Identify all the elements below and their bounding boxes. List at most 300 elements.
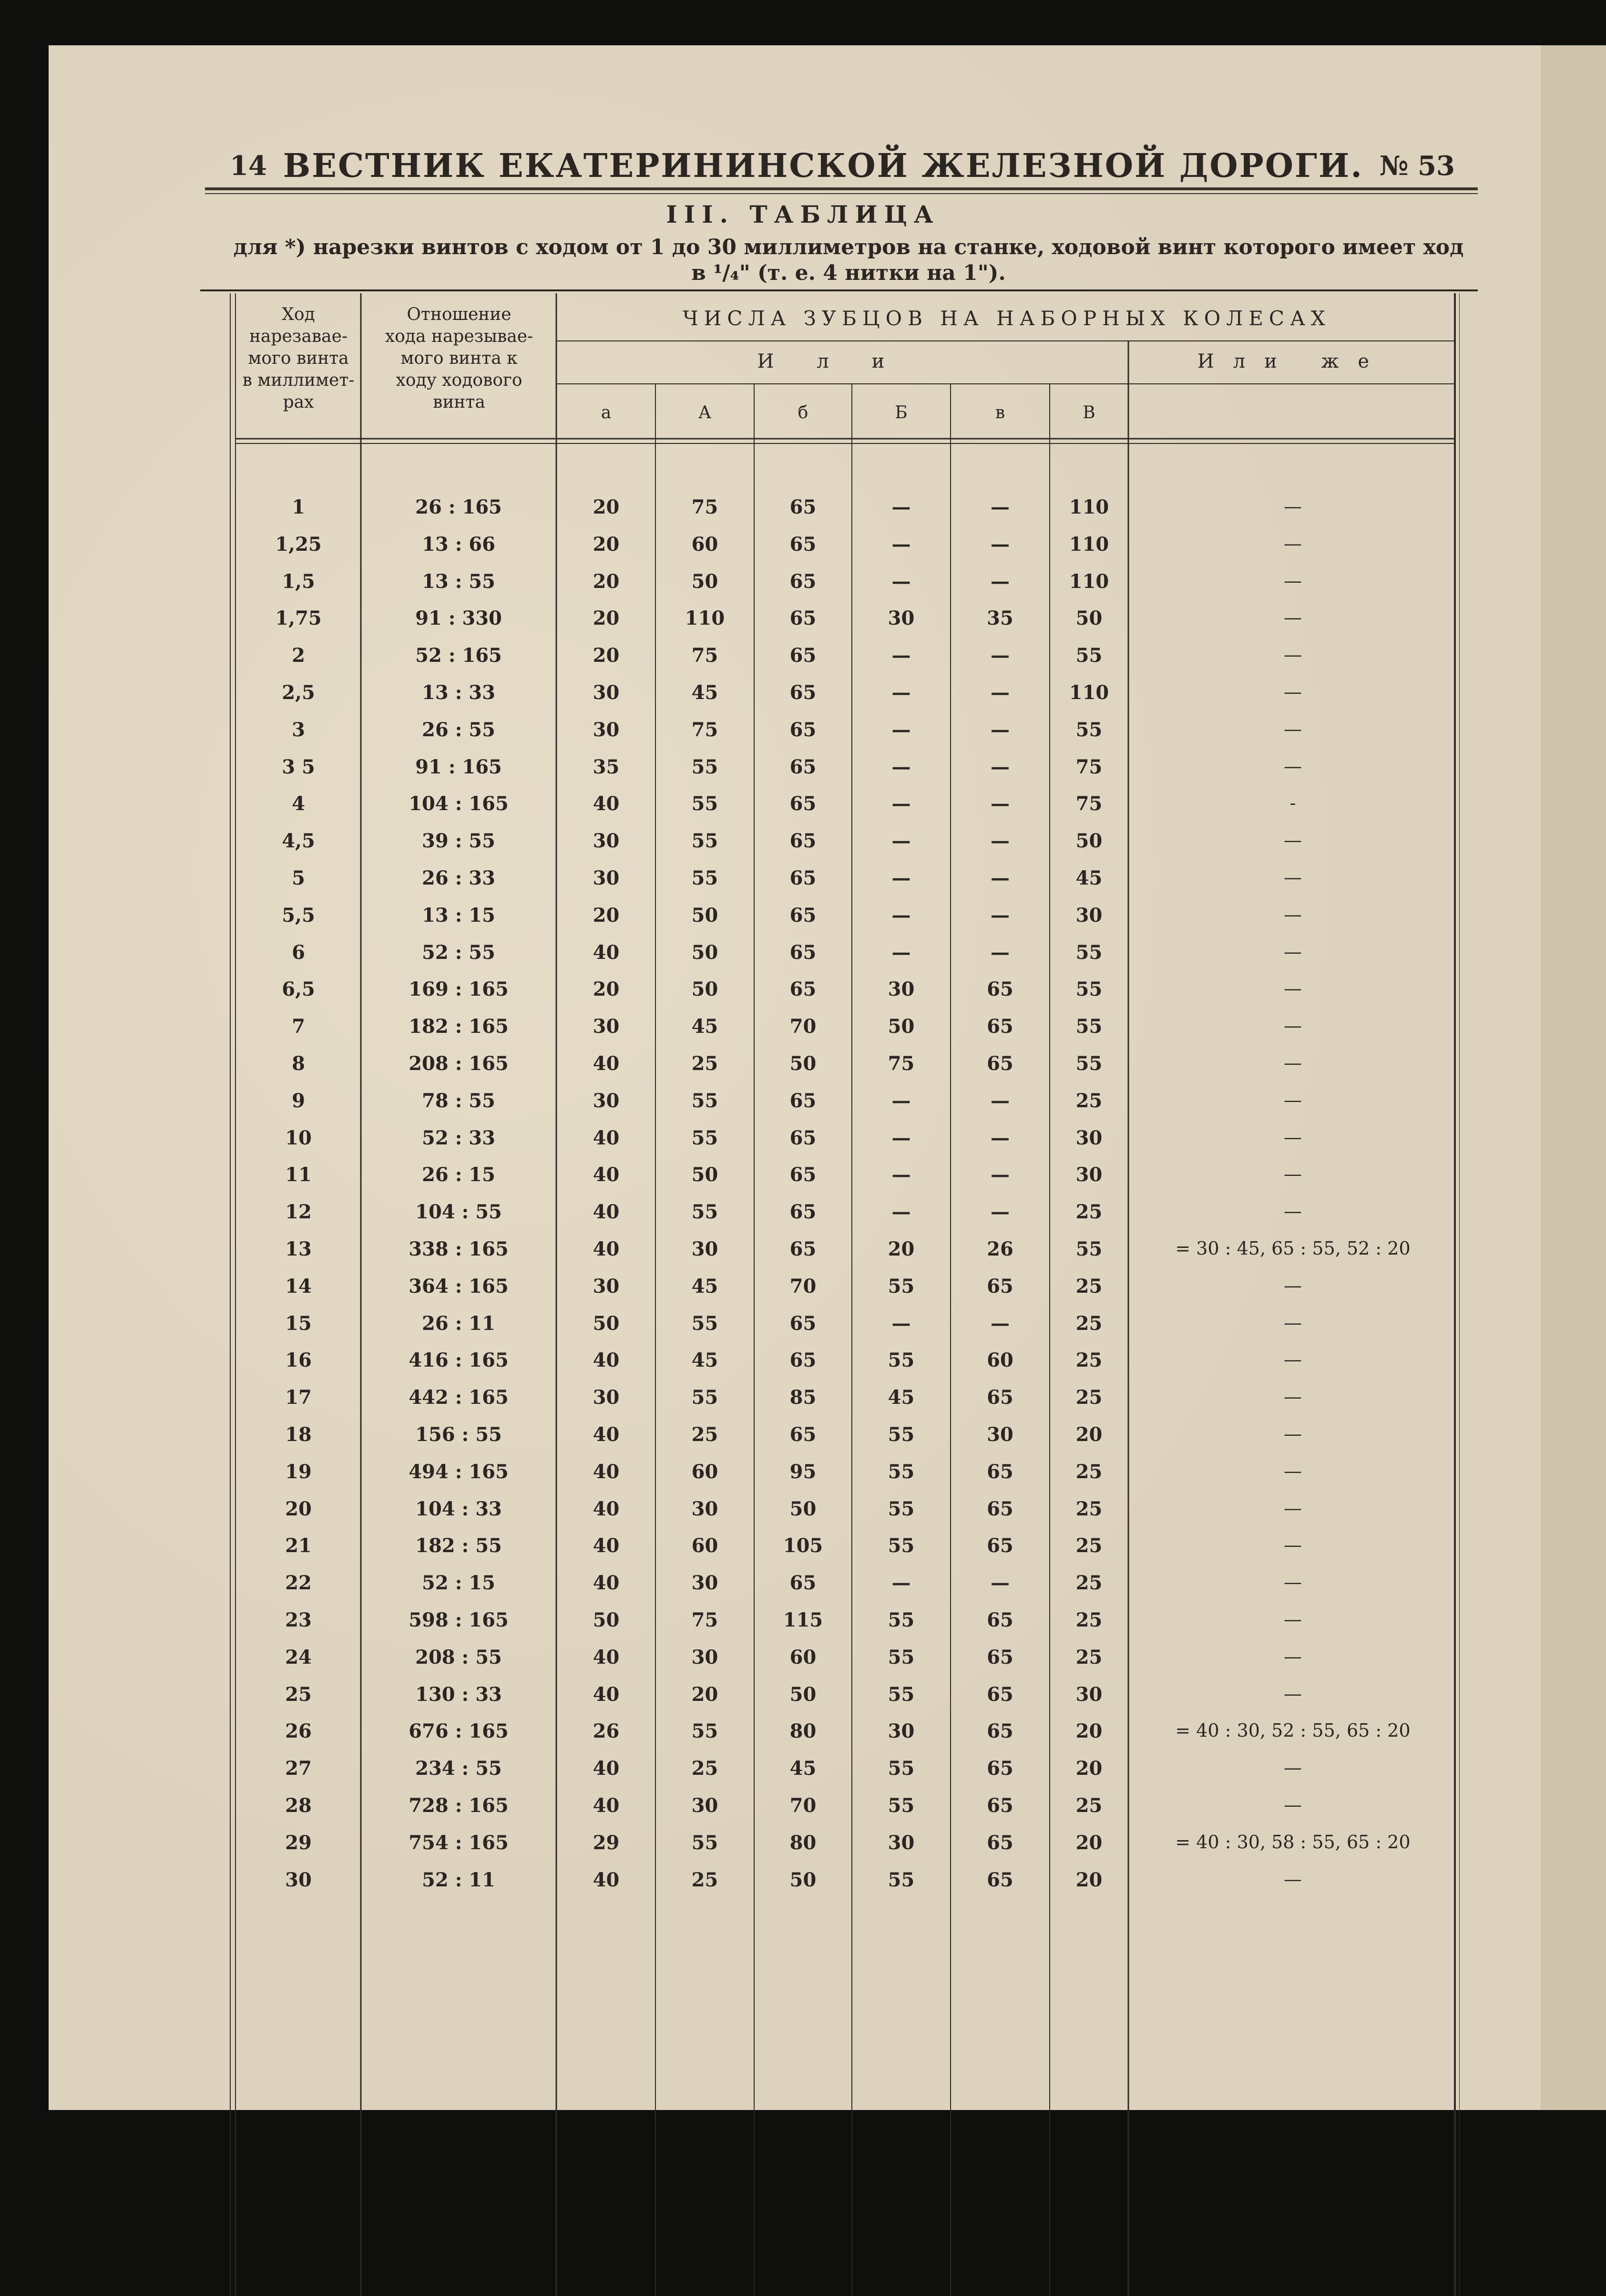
table-cell-pitch: 19: [285, 1460, 312, 1483]
table-cell-V: 25: [1075, 1497, 1103, 1520]
table-cell-B: 55: [888, 1609, 915, 1631]
table-cell-a: 30: [593, 1386, 620, 1409]
table-cell-v: 65: [987, 1460, 1013, 1483]
table-cell-v: 65: [987, 1720, 1013, 1743]
table-cell-A: 50: [691, 570, 718, 593]
table-cell-v: —: [991, 533, 1010, 556]
table-cell-ratio: 13 : 66: [422, 533, 495, 556]
table-cell-a: 40: [593, 1201, 620, 1224]
table-cell-ratio: 494 : 165: [409, 1460, 509, 1483]
table-cell-A: 50: [691, 1163, 718, 1186]
table-cell-V: 55: [1075, 1015, 1103, 1038]
table-cell-b: 65: [789, 1163, 817, 1186]
table-cell-pitch: 5,5: [282, 904, 315, 927]
table-cell-A: 55: [691, 1831, 718, 1854]
table-cell-V: 25: [1075, 1201, 1103, 1224]
table-cell-alt: —: [1284, 755, 1302, 777]
header-text: ходу ходового: [396, 371, 522, 390]
table-cell-A: 30: [691, 1794, 718, 1817]
table-cell-V: 55: [1075, 644, 1103, 667]
table-cell-pitch: 29: [285, 1831, 312, 1854]
table-cell-V: 30: [1075, 1126, 1103, 1149]
table-cell-A: 45: [691, 681, 718, 704]
table-cell-v: 65: [987, 1275, 1013, 1297]
page-header: [230, 148, 1455, 184]
table-cell-A: 55: [691, 1201, 718, 1224]
table-cell-pitch: 2,5: [282, 681, 315, 704]
table-cell-b: 80: [789, 1831, 817, 1854]
table-cell-v: —: [991, 941, 1010, 964]
table-cell-b: 65: [789, 681, 817, 704]
table-cell-v: 65: [987, 978, 1013, 1001]
table-cell-B: 55: [888, 1349, 915, 1372]
table-cell-ratio: 78 : 55: [422, 1089, 495, 1112]
table-cell-V: 25: [1075, 1794, 1103, 1817]
table-cell-b: 80: [789, 1720, 817, 1743]
table-cell-a: 20: [593, 978, 620, 1001]
table-cell-A: 55: [691, 830, 718, 853]
table-cell-ratio: 676 : 165: [409, 1720, 509, 1743]
table-cell-B: 55: [888, 1423, 915, 1446]
table-cell-b: 65: [789, 1089, 817, 1112]
pitch-column-header: [237, 304, 360, 413]
table-cell-alt: —: [1284, 941, 1302, 962]
table-cell-V: 25: [1075, 1349, 1103, 1372]
table-cell-A: 110: [685, 607, 725, 630]
table-cell-pitch: 25: [285, 1683, 312, 1706]
table-cell-pitch: 5: [292, 867, 305, 889]
table-cell-alt: —: [1284, 1386, 1302, 1408]
table-cell-pitch: 2: [292, 644, 305, 667]
table-cell-ratio: 208 : 165: [409, 1052, 509, 1075]
table-cell-a: 40: [593, 1238, 620, 1260]
table-cell-V: 55: [1075, 978, 1103, 1001]
table-cell-alt: —: [1284, 681, 1302, 702]
table-cell-B: —: [891, 867, 911, 889]
table-cell-ratio: 598 : 165: [409, 1609, 509, 1631]
table-cell-B: —: [891, 1572, 911, 1595]
table-cell-b: 65: [789, 1423, 817, 1446]
table-cell-a: 40: [593, 1052, 620, 1075]
table-cell-pitch: 15: [285, 1312, 312, 1335]
table-cell-B: 30: [888, 1720, 915, 1743]
table-cell-B: 55: [888, 1460, 915, 1483]
table-cell-B: 30: [888, 1831, 915, 1854]
table-cell-B: 55: [888, 1794, 915, 1817]
table-cell-V: 25: [1075, 1460, 1103, 1483]
header-text: хода нарезывае-: [385, 327, 533, 346]
table-cell-a: 30: [593, 681, 620, 704]
table-cell-ratio: 52 : 165: [415, 644, 502, 667]
table-cell-alt: —: [1284, 1163, 1302, 1185]
header-rule-thin: [205, 193, 1478, 194]
table-cell-ratio: 416 : 165: [409, 1349, 509, 1372]
table-cell-a: 20: [593, 570, 620, 593]
table-cell-alt: —: [1284, 607, 1302, 628]
table-cell-a: 50: [593, 1312, 620, 1335]
table-cell-B: 55: [888, 1683, 915, 1706]
table-cell-B: 45: [888, 1386, 915, 1409]
table-cell-A: 75: [691, 718, 718, 741]
header-text: Ход: [282, 305, 315, 324]
subtitle-line-2: в ¹/₄" (т. е. 4 нитки на 1").: [691, 261, 1006, 285]
table-cell-V: 30: [1075, 1683, 1103, 1706]
table-cell-b: 95: [789, 1460, 817, 1483]
table-cell-b: 65: [789, 1126, 817, 1149]
table-cell-V: 25: [1075, 1089, 1103, 1112]
table-cell-a: 40: [593, 1757, 620, 1780]
table-cell-ratio: 754 : 165: [409, 1831, 509, 1854]
table-cell-A: 60: [691, 533, 718, 556]
table-cell-A: 30: [691, 1238, 718, 1260]
gear-label-v: в: [995, 403, 1005, 422]
table-cell-A: 50: [691, 978, 718, 1001]
table-cell-v: —: [991, 681, 1010, 704]
table-cell-b: 65: [789, 1238, 817, 1260]
table-cell-b: 65: [789, 867, 817, 889]
table-cell-ratio: 130 : 33: [415, 1683, 502, 1706]
table-cell-a: 29: [593, 1831, 620, 1854]
table-cell-alt: —: [1284, 1794, 1302, 1815]
table-cell-V: 25: [1075, 1275, 1103, 1297]
table-cell-a: 40: [593, 1460, 620, 1483]
table-cell-v: —: [991, 570, 1010, 593]
table-cell-a: 40: [593, 1163, 620, 1186]
table-cell-ratio: 26 : 165: [415, 496, 502, 518]
table-cell-ratio: 104 : 33: [415, 1497, 502, 1520]
table-cell-B: —: [891, 533, 911, 556]
table-cell-a: 20: [593, 607, 620, 630]
header-text: Отношение: [407, 305, 511, 324]
table-cell-b: 105: [783, 1534, 823, 1557]
table-cell-pitch: 6,5: [282, 978, 315, 1001]
table-cell-ratio: 338 : 165: [409, 1238, 509, 1260]
table-cell-V: 50: [1075, 830, 1103, 853]
table-cell-a: 40: [593, 1497, 620, 1520]
header-text: нарезавае-: [249, 327, 348, 346]
table-cell-B: 55: [888, 1275, 915, 1297]
table-cell-V: 55: [1075, 718, 1103, 741]
table-cell-A: 45: [691, 1349, 718, 1372]
table-cell-V: 110: [1069, 570, 1109, 593]
table-cell-v: 65: [987, 1757, 1013, 1780]
table-cell-v: 65: [987, 1497, 1013, 1520]
table-cell-pitch: 10: [285, 1126, 312, 1149]
table-cell-alt: = 40 : 30, 58 : 55, 65 : 20: [1175, 1831, 1411, 1853]
table-cell-v: —: [991, 644, 1010, 667]
table-cell-V: 20: [1075, 1720, 1103, 1743]
table-cell-a: 20: [593, 533, 620, 556]
table-cell-ratio: 104 : 165: [409, 793, 509, 815]
gear-label-a: а: [601, 403, 612, 422]
table-cell-v: —: [991, 1572, 1010, 1595]
table-cell-pitch: 26: [285, 1720, 312, 1743]
table-cell-ratio: 52 : 15: [422, 1572, 495, 1595]
table-cell-b: 60: [789, 1646, 817, 1668]
table-cell-pitch: 16: [285, 1349, 312, 1372]
table-cell-v: 65: [987, 1831, 1013, 1854]
table-cell-B: —: [891, 1163, 911, 1186]
table-cell-alt: —: [1284, 570, 1302, 591]
table-cell-v: 65: [987, 1052, 1013, 1075]
table-cell-alt: —: [1284, 644, 1302, 666]
table-subtitle: [219, 235, 1478, 286]
table-cell-pitch: 4,5: [282, 830, 315, 853]
header-text: винта: [433, 392, 485, 412]
table-cell-a: 40: [593, 1646, 620, 1668]
table-cell-b: 65: [789, 830, 817, 853]
table-cell-b: 65: [789, 1201, 817, 1224]
gear-table: [230, 293, 1460, 2296]
issue-number: № 53: [1379, 150, 1455, 182]
table-cell-a: 30: [593, 1089, 620, 1112]
table-cell-A: 55: [691, 1312, 718, 1335]
table-cell-A: 50: [691, 941, 718, 964]
table-cell-V: 110: [1069, 496, 1109, 518]
table-cell-alt: —: [1284, 1572, 1302, 1593]
table-cell-V: 50: [1075, 607, 1103, 630]
table-cell-pitch: 7: [292, 1015, 305, 1038]
table-cell-ratio: 26 : 55: [422, 718, 495, 741]
table-cell-A: 45: [691, 1015, 718, 1038]
table-cell-v: 65: [987, 1794, 1013, 1817]
table-cell-v: 65: [987, 1534, 1013, 1557]
header-text: в миллимет-: [242, 371, 355, 390]
table-cell-A: 60: [691, 1534, 718, 1557]
table-cell-alt: —: [1284, 1868, 1302, 1890]
table-cell-v: 65: [987, 1386, 1013, 1409]
table-cell-b: 65: [789, 941, 817, 964]
table-cell-alt: —: [1284, 1312, 1302, 1333]
table-cell-v: —: [991, 793, 1010, 815]
header-text: мого винта к: [400, 349, 518, 368]
table-cell-v: 60: [987, 1349, 1013, 1372]
table-cell-A: 25: [691, 1757, 718, 1780]
table-cell-A: 45: [691, 1275, 718, 1297]
table-cell-a: 20: [593, 904, 620, 927]
table-cell-B: —: [891, 1312, 911, 1335]
table-cell-ratio: 104 : 55: [415, 1201, 502, 1224]
table-cell-a: 40: [593, 1423, 620, 1446]
header-text: мого винта: [248, 349, 349, 368]
table-cell-a: 40: [593, 1794, 620, 1817]
table-cell-ratio: 26 : 33: [422, 867, 495, 889]
table-cell-pitch: 22: [285, 1572, 312, 1595]
table-cell-A: 75: [691, 496, 718, 518]
table-cell-v: —: [991, 904, 1010, 927]
table-cell-v: 65: [987, 1683, 1013, 1706]
table-cell-a: 40: [593, 1683, 620, 1706]
table-cell-V: 20: [1075, 1423, 1103, 1446]
gears-header: ЧИСЛА ЗУБЦОВ НА НАБОРНЫХ КОЛЕСАХ: [683, 307, 1331, 330]
table-cell-A: 55: [691, 867, 718, 889]
table-cell-alt: —: [1284, 1534, 1302, 1556]
table-cell-b: 65: [789, 1312, 817, 1335]
table-cell-B: 30: [888, 607, 915, 630]
or-also-header: Или же: [1197, 350, 1389, 372]
table-cell-V: 20: [1075, 1757, 1103, 1780]
table-cell-v: —: [991, 1201, 1010, 1224]
table-cell-ratio: 442 : 165: [409, 1386, 509, 1409]
table-cell-b: 65: [789, 570, 817, 593]
table-cell-alt: —: [1284, 496, 1302, 517]
table-cell-b: 65: [789, 607, 817, 630]
table-cell-B: —: [891, 570, 911, 593]
table-cell-B: 55: [888, 1868, 915, 1891]
table-cell-V: 45: [1075, 867, 1103, 889]
table-cell-V: 110: [1069, 681, 1109, 704]
table-cell-V: 25: [1075, 1609, 1103, 1631]
table-cell-ratio: 728 : 165: [409, 1794, 509, 1817]
table-cell-A: 55: [691, 1089, 718, 1112]
table-cell-ratio: 13 : 33: [422, 681, 495, 704]
table-cell-B: —: [891, 904, 911, 927]
table-cell-b: 70: [789, 1015, 817, 1038]
table-cell-v: 35: [987, 607, 1013, 630]
table-cell-V: 20: [1075, 1868, 1103, 1891]
table-cell-V: 75: [1075, 755, 1103, 778]
table-cell-B: 55: [888, 1497, 915, 1520]
table-cell-alt: = 40 : 30, 52 : 55, 65 : 20: [1175, 1720, 1411, 1741]
header-rule: [205, 187, 1478, 190]
table-cell-v: —: [991, 718, 1010, 741]
table-cell-b: 70: [789, 1275, 817, 1297]
table-cell-alt: —: [1284, 1275, 1302, 1296]
table-cell-A: 25: [691, 1052, 718, 1075]
table-cell-A: 20: [691, 1683, 718, 1706]
table-cell-pitch: 28: [285, 1794, 312, 1817]
table-cell-alt: —: [1284, 1609, 1302, 1630]
table-cell-ratio: 26 : 11: [422, 1312, 495, 1335]
table-cell-ratio: 208 : 55: [415, 1646, 502, 1668]
table-cell-v: —: [991, 1126, 1010, 1149]
table-cell-b: 65: [789, 793, 817, 815]
table-cell-B: —: [891, 1201, 911, 1224]
or-header: Или: [757, 350, 928, 372]
table-cell-v: —: [991, 1089, 1010, 1112]
table-cell-a: 40: [593, 1868, 620, 1891]
subtitle-line-1: для *) нарезки винтов с ходом от 1 до 30 миллиметров на станке, ходовой винт которого имеет ход: [233, 235, 1464, 259]
table-cell-B: —: [891, 830, 911, 853]
table-cell-v: —: [991, 830, 1010, 853]
table-cell-B: 20: [888, 1238, 915, 1260]
table-cell-V: 55: [1075, 1238, 1103, 1260]
table-cell-a: 40: [593, 1534, 620, 1557]
table-cell-pitch: 1,75: [275, 607, 322, 630]
table-cell-v: 26: [987, 1238, 1013, 1260]
table-cell-a: 30: [593, 867, 620, 889]
table-cell-a: 20: [593, 644, 620, 667]
table-cell-b: 50: [789, 1497, 817, 1520]
table-cell-b: 65: [789, 755, 817, 778]
table-cell-B: 75: [888, 1052, 915, 1075]
table-cell-ratio: 91 : 165: [415, 755, 502, 778]
table-cell-ratio: 364 : 165: [409, 1275, 509, 1297]
table-cell-ratio: 234 : 55: [415, 1757, 502, 1780]
page-number: 14: [230, 150, 267, 182]
table-cell-a: 26: [593, 1720, 620, 1743]
table-cell-b: 45: [789, 1757, 817, 1780]
table-cell-alt: —: [1284, 1089, 1302, 1111]
table-cell-B: —: [891, 496, 911, 518]
table-cell-alt: —: [1284, 1015, 1302, 1037]
table-cell-ratio: 13 : 15: [422, 904, 495, 927]
table-cell-V: 75: [1075, 793, 1103, 815]
table-cell-ratio: 26 : 15: [422, 1163, 495, 1186]
table-cell-A: 30: [691, 1497, 718, 1520]
table-cell-A: 30: [691, 1646, 718, 1668]
table-cell-a: 30: [593, 1275, 620, 1297]
table-cell-A: 55: [691, 755, 718, 778]
table-cell-pitch: 1: [292, 496, 305, 518]
table-cell-ratio: 91 : 330: [415, 607, 502, 630]
table-cell-pitch: 17: [285, 1386, 312, 1409]
table-cell-pitch: 12: [285, 1201, 312, 1224]
table-cell-A: 55: [691, 793, 718, 815]
table-cell-V: 30: [1075, 1163, 1103, 1186]
table-cell-V: 25: [1075, 1312, 1103, 1335]
table-cell-v: —: [991, 1312, 1010, 1335]
table-cell-B: —: [891, 681, 911, 704]
table-cell-v: —: [991, 867, 1010, 889]
ratio-column-header: [363, 304, 555, 413]
table-cell-ratio: 182 : 165: [409, 1015, 509, 1038]
table-cell-pitch: 8: [292, 1052, 305, 1075]
table-cell-alt: —: [1284, 1349, 1302, 1370]
table-cell-B: 55: [888, 1757, 915, 1780]
table-cell-alt: —: [1284, 1201, 1302, 1222]
table-cell-pitch: 21: [285, 1534, 312, 1557]
table-cell-alt: —: [1284, 1497, 1302, 1519]
table-cell-ratio: 52 : 33: [422, 1126, 495, 1149]
table-cell-V: 20: [1075, 1831, 1103, 1854]
table-cell-b: 65: [789, 1349, 817, 1372]
table-cell-alt: —: [1284, 1646, 1302, 1667]
table-cell-alt: —: [1284, 830, 1302, 851]
table-cell-a: 35: [593, 755, 620, 778]
table-cell-B: 55: [888, 1534, 915, 1557]
table-cell-A: 75: [691, 644, 718, 667]
table-cell-ratio: 13 : 55: [422, 570, 495, 593]
table-cell-pitch: 23: [285, 1609, 312, 1631]
table-cell-a: 30: [593, 1015, 620, 1038]
table-cell-V: 25: [1075, 1534, 1103, 1557]
table-cell-a: 40: [593, 793, 620, 815]
table-cell-v: 65: [987, 1609, 1013, 1631]
table-cell-ratio: 52 : 55: [422, 941, 495, 964]
table-top-rule: [200, 289, 1478, 291]
table-cell-V: 25: [1075, 1386, 1103, 1409]
table-cell-alt: -: [1289, 793, 1296, 814]
gear-label-A: А: [698, 403, 712, 422]
table-cell-ratio: 182 : 55: [415, 1534, 502, 1557]
table-cell-b: 85: [789, 1386, 817, 1409]
table-cell-A: 30: [691, 1572, 718, 1595]
table-cell-v: 65: [987, 1868, 1013, 1891]
gear-label-b: б: [798, 403, 808, 422]
journal-title: ВЕСТНИК ЕКАТЕРИНИНСКОЙ ЖЕЛЕЗНОЙ ДОРОГИ.: [283, 146, 1363, 185]
table-cell-alt: —: [1284, 533, 1302, 554]
table-cell-b: 50: [789, 1052, 817, 1075]
table-cell-a: 40: [593, 1572, 620, 1595]
table-cell-pitch: 20: [285, 1497, 312, 1520]
table-cell-alt: —: [1284, 978, 1302, 999]
table-cell-v: 65: [987, 1646, 1013, 1668]
table-cell-pitch: 18: [285, 1423, 312, 1446]
table-cell-pitch: 3 5: [282, 755, 315, 778]
table-cell-alt: —: [1284, 867, 1302, 888]
table-cell-B: —: [891, 793, 911, 815]
